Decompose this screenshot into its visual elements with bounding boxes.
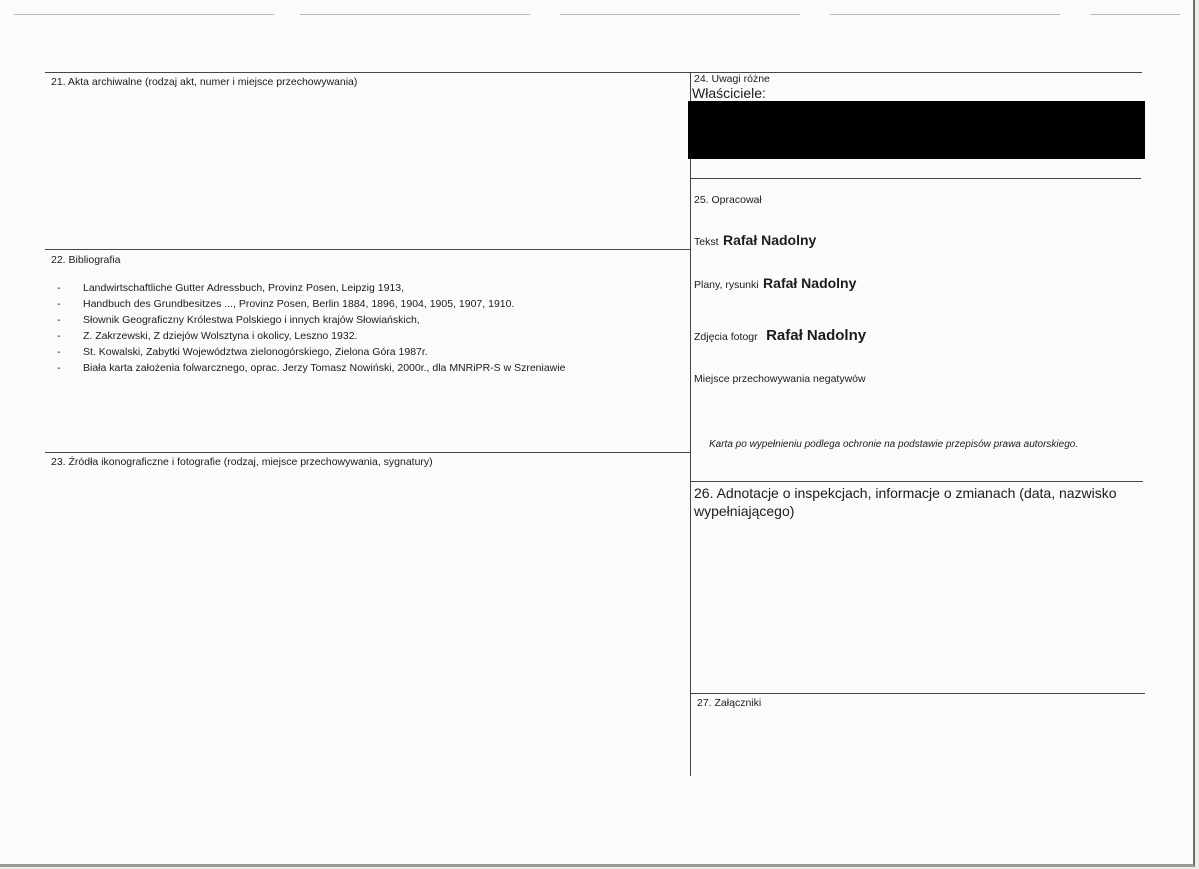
top-faint-line	[14, 14, 274, 15]
list-item: - Z. Zakrzewski, Z dziejów Wolsztyna i okolicy, Leszno 1932.	[57, 330, 358, 342]
top-faint-line	[830, 14, 1060, 15]
list-item: - Słownik Geograficzny Królestwa Polskiego i innych krajów Słowiańskich,	[57, 314, 420, 326]
text-label: Tekst	[694, 236, 719, 248]
text-author-row	[694, 232, 816, 250]
copyright-note: Karta po wypełnieniu podlega ochronie na podstawie przepisów prawa autorskiego.	[709, 439, 1079, 450]
section-24-label: 24. Uwagi różne	[694, 73, 770, 85]
top-faint-line	[300, 14, 530, 15]
section-26-top-rule	[690, 481, 1143, 482]
list-item: - Landwirtschaftliche Gutter Adressbuch, Provinz Posen, Leipzig 1913,	[57, 282, 405, 294]
bibliography-list	[57, 280, 565, 376]
negatives-label: Miejsce przechowywania negatywów	[694, 373, 866, 385]
list-item: - St. Kowalski, Zabytki Województwa zielonogórskiego, Zielona Góra 1987r.	[57, 346, 428, 358]
photos-label: Zdjęcia fotogr	[694, 331, 758, 343]
text-author: Rafał Nadolny	[722, 232, 817, 248]
list-item: - Handbuch des Grundbesitzes ..., Provinz Posen, Berlin 1884, 1896, 1904, 1905, 1907, 1910.	[57, 298, 515, 310]
plans-label: Plany, rysunki	[694, 279, 759, 291]
list-item: - Biała karta założenia folwarcznego, oprac. Jerzy Tomasz Nowiński, 2000r., dla MNRiPR-S w Szreniawie	[57, 362, 566, 374]
photos-author-row	[694, 327, 866, 345]
section-23-top-rule	[45, 452, 690, 453]
section-23-label: 23. Źródła ikonograficzne i fotografie (rodzaj, miejsce przechowywania, sygnatury)	[51, 456, 433, 468]
top-faint-line	[1090, 14, 1180, 15]
photos-author: Rafał Nadolny	[766, 327, 867, 344]
owners-label: Właściciele:	[692, 85, 766, 101]
section-27-label: 27. Załączniki	[697, 697, 762, 709]
section-21-label: 21. Akta archiwalne (rodzaj akt, numer i miejsce przechowywania)	[51, 76, 358, 88]
section-26-label: 26. Adnotacje o inspekcjach, informacje o zmianach (data, nazwisko wypełniającego)	[694, 485, 1117, 519]
section-22-top-rule	[45, 249, 690, 250]
section-22-label: 22. Bibliografia	[51, 254, 121, 266]
top-faint-line	[560, 14, 800, 15]
redaction-block	[688, 101, 1145, 159]
section-25-top-rule	[690, 178, 1141, 179]
section-25-label: 25. Opracował	[694, 194, 762, 206]
plans-author-row	[694, 275, 856, 293]
plans-author: Rafał Nadolny	[763, 275, 857, 291]
section-21-top-rule	[45, 72, 1142, 73]
section-27-top-rule	[690, 693, 1145, 694]
